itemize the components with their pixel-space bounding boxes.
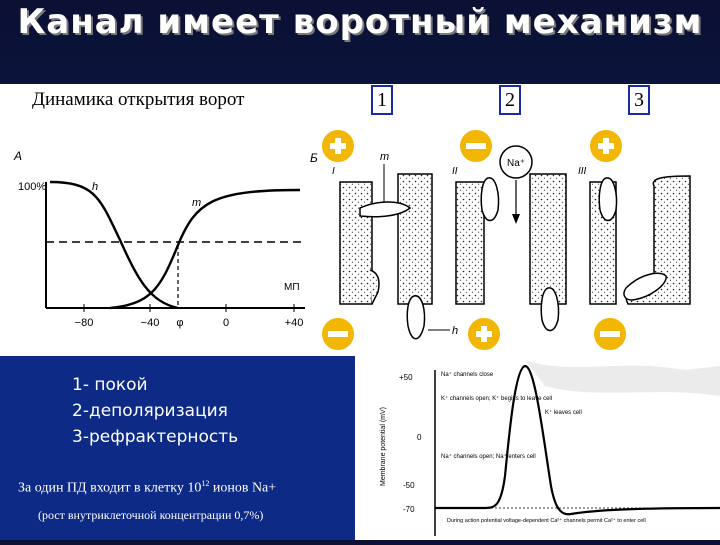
plus-marker-1 <box>321 129 355 163</box>
ap-y-tick: -70 <box>403 505 415 514</box>
membrane-wall <box>456 182 484 304</box>
ap-y-tick: -50 <box>403 481 415 490</box>
state-item-depolarization: 2-деполяризация <box>72 401 228 421</box>
na-ion-label: Na⁺ <box>506 158 526 169</box>
ap-annotation: Na⁺ channels open; Na⁺ enters cell <box>441 454 536 460</box>
x-tick-label: −80 <box>74 317 94 329</box>
roman-label-2: II <box>452 166 458 177</box>
state-item-rest: 1- покой <box>72 375 148 395</box>
diagram-panel <box>0 120 720 356</box>
mp-label: МП <box>284 282 300 293</box>
h-gate-open <box>541 288 558 331</box>
ap-annotation: K⁺ leaves cell <box>545 410 582 416</box>
ap-y-label: Membrane potential (mV) <box>380 407 387 486</box>
m-gate-label: m <box>380 151 390 163</box>
m-curve-label: m <box>192 197 202 209</box>
ap-y-tick: +50 <box>399 373 413 382</box>
number-box-1: 1 <box>371 85 393 115</box>
slide-title: Канал имеет воротный механизм <box>17 2 703 42</box>
h-gate-label: h <box>452 325 459 337</box>
percent-label: 100% <box>18 181 47 193</box>
minus-marker-3 <box>593 317 627 351</box>
ap-annotation: Na⁺ channels close <box>441 372 494 378</box>
m-curve <box>110 190 300 308</box>
minus-marker-2 <box>459 129 493 163</box>
minus-marker-1 <box>321 317 355 351</box>
state-list <box>72 372 272 450</box>
plus-marker-2 <box>467 317 501 351</box>
ap-y-tick: 0 <box>417 433 422 442</box>
x-tick-label: +40 <box>284 317 304 329</box>
membrane-wall <box>530 174 566 304</box>
membrane-wall <box>398 174 432 304</box>
x-tick-label: 0 <box>222 317 230 329</box>
ap-annotation: K⁺ channels open; K⁺ begins to leave cell <box>441 396 553 402</box>
number-box-2: 2 <box>499 85 521 115</box>
x-tick-label: φ <box>176 317 184 329</box>
panel-b-label: Б <box>310 151 318 165</box>
roman-label-1: I <box>332 166 335 177</box>
m-gate-open <box>599 178 616 221</box>
h-gate <box>407 296 424 339</box>
footnote-ions: За один ПД входит в клетку $10^{12}$ ионов Na+ <box>18 479 277 496</box>
panel-a-label: А <box>14 149 23 163</box>
h-curve-label: h <box>92 181 99 193</box>
h-curve <box>50 182 178 308</box>
gate-diagram <box>0 120 720 356</box>
membrane-wall <box>340 182 372 304</box>
subtitle: Динамика открытия ворот <box>32 89 245 110</box>
ap-annotation: During action potential voltage-dependent Ca²⁺ channels permit Ca²⁺ to enter cell <box>447 518 646 524</box>
action-potential-chart <box>355 356 720 540</box>
action-potential-panel <box>355 356 720 540</box>
footnote-concentration: (рост внутриклеточной концентрации 0,7%) <box>38 508 264 522</box>
x-tick-label: −40 <box>140 317 160 329</box>
plus-marker-3 <box>589 129 623 163</box>
m-gate-open <box>481 178 498 221</box>
roman-label-3: III <box>578 166 587 177</box>
state-item-refractory: 3-рефрактерность <box>72 427 239 447</box>
number-box-3: 3 <box>628 85 650 115</box>
